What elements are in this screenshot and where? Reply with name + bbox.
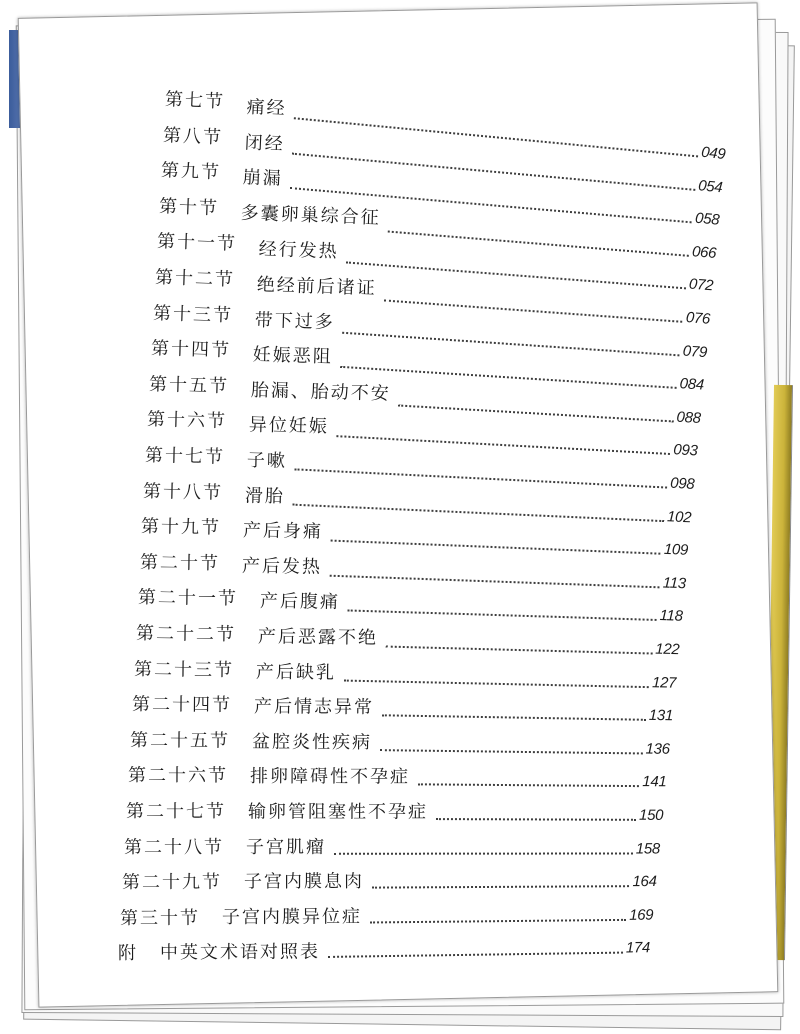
page-number: 131: [648, 707, 673, 725]
page-number: 058: [694, 209, 721, 229]
dot-leader: [436, 818, 636, 821]
section-number: 第二十节: [139, 551, 220, 575]
toc-entry: [131, 693, 672, 726]
toc-entry: [137, 586, 682, 627]
section-title: 闭经: [244, 131, 286, 155]
page-number: 150: [638, 806, 664, 824]
section-title: 子宫内膜异位症: [221, 906, 362, 928]
section-number: 第十六节: [147, 409, 228, 433]
page-number: 072: [688, 275, 714, 295]
section-title: 盆腔炎性疾病: [251, 731, 372, 754]
section-number: 第三十节: [119, 907, 200, 929]
dot-leader: [382, 714, 646, 721]
section-title: 产后身痛: [243, 520, 324, 543]
page-number: 049: [700, 143, 727, 163]
section-title: 滑胎: [245, 485, 286, 507]
section-number: 第十一节: [156, 231, 238, 256]
page-number: 102: [667, 507, 693, 526]
section-number: 第二十六节: [127, 765, 228, 787]
page-number: 088: [676, 408, 702, 427]
section-number: 第八节: [162, 124, 224, 149]
section-number: 第十二节: [154, 267, 236, 291]
section-number: 第十三节: [152, 302, 234, 327]
toc-entry: [130, 729, 670, 760]
page-number: 054: [697, 176, 724, 196]
section-number: 第十四节: [150, 338, 232, 362]
section-number: 第十八节: [143, 480, 224, 504]
page-number: 174: [625, 939, 651, 957]
section-number: 第九节: [160, 160, 222, 184]
section-number: 第二十七节: [125, 801, 226, 823]
dot-leader: [398, 404, 673, 422]
dot-leader: [384, 299, 683, 322]
page-number: 113: [662, 574, 686, 593]
section-title: 产后缺乳: [255, 661, 336, 684]
toc-entry: [120, 901, 654, 930]
section-number: 第十五节: [149, 373, 230, 397]
page-number: 122: [654, 640, 680, 659]
section-title: 子嗽: [247, 449, 288, 472]
section-title: 崩漏: [242, 167, 284, 190]
dot-leader: [328, 952, 623, 958]
toc-entry: [128, 764, 667, 792]
section-number: 第二十四节: [131, 694, 232, 716]
dot-leader: [334, 852, 633, 854]
dot-leader: [372, 885, 629, 888]
page-number: 164: [632, 873, 657, 891]
page-number: 169: [628, 906, 654, 924]
page-number: 109: [664, 541, 689, 559]
page-number: 141: [641, 773, 667, 791]
appendix-title: 中英文术语对照表: [159, 941, 321, 964]
toc-entry: [122, 868, 657, 895]
dot-leader: [380, 749, 643, 754]
section-title: 产后情志异常: [253, 696, 374, 719]
section-title: 输卵管阻塞性不孕症: [247, 801, 428, 823]
section-number: 第十九节: [141, 516, 222, 539]
dot-leader: [329, 574, 659, 588]
toc-entry: [124, 835, 660, 860]
dot-leader: [370, 919, 626, 924]
section-title: 产后恶露不绝: [257, 626, 378, 649]
section-number: 第十节: [158, 195, 220, 219]
section-title: 痛经: [246, 96, 288, 120]
section-title: 多囊卵巢综合征: [240, 202, 382, 229]
page-number: 076: [685, 309, 711, 328]
dot-leader: [347, 610, 656, 621]
section-number: 第二十八节: [123, 836, 224, 858]
section-title: 子宫内膜息肉: [243, 871, 364, 893]
page-number: 136: [645, 740, 670, 758]
toc-entry: [133, 658, 676, 694]
section-title: 带下过多: [254, 309, 336, 333]
section-number: 第七节: [164, 89, 226, 113]
appendix-entry: [118, 935, 650, 967]
section-title: 产后发热: [241, 555, 322, 578]
section-title: 胎漏、胎动不安: [250, 379, 392, 405]
section-title: 经行发热: [258, 239, 340, 263]
dot-leader: [337, 436, 671, 456]
section-number: 第十七节: [145, 445, 226, 468]
dot-leader: [293, 503, 664, 521]
section-title: 产后腹痛: [259, 591, 340, 614]
dot-leader: [385, 646, 651, 655]
section-number: 第二十五节: [129, 729, 230, 752]
toc-entry: [135, 622, 679, 660]
toc-entry: [126, 800, 663, 826]
dot-leader: [418, 784, 639, 788]
appendix-label: 附: [117, 943, 139, 965]
section-title: 绝经前后诸证: [256, 274, 378, 300]
page-number: 118: [658, 607, 683, 626]
section-number: 第二十三节: [133, 658, 234, 681]
section-title: 异位妊娠: [248, 414, 330, 438]
section-number: 第二十九节: [121, 871, 222, 894]
page-number: 079: [682, 342, 708, 361]
page-number: 127: [651, 673, 677, 692]
section-title: 子宫肌瘤: [245, 836, 326, 858]
section-title: 妊娠恶阻: [252, 344, 334, 368]
dot-leader: [343, 679, 648, 688]
dot-leader: [295, 468, 668, 488]
page-number: 098: [670, 474, 696, 493]
dot-leader: [331, 540, 661, 555]
section-number: 第二十二节: [135, 623, 236, 646]
page-number: 066: [691, 242, 717, 262]
page-number: 084: [679, 375, 705, 394]
section-number: 第二十一节: [137, 587, 238, 610]
page-number: 158: [635, 840, 660, 858]
section-title: 排卵障碍性不孕症: [249, 766, 410, 788]
page-number: 093: [673, 441, 699, 460]
